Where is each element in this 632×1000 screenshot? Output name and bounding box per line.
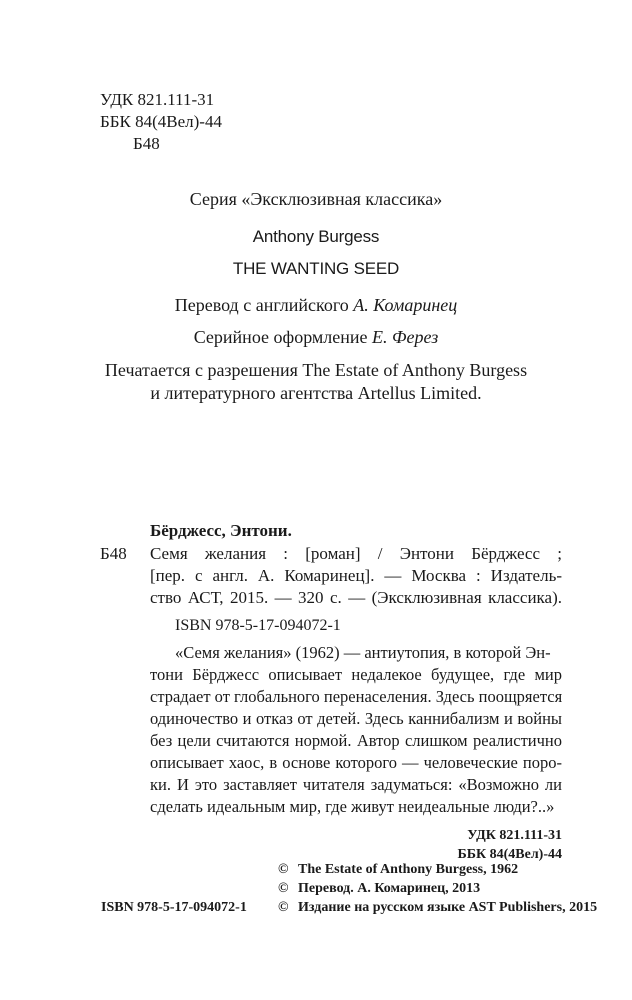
designer-name: Е. Ферез bbox=[372, 327, 439, 347]
annotation-line: без цели считаются нормой. Автор слишком реалистично bbox=[150, 731, 562, 750]
copyright-symbol: © bbox=[278, 900, 289, 915]
translation-line bbox=[0, 296, 632, 314]
udk-code: УДК 821.111-31 bbox=[100, 90, 215, 109]
author-mark: Б48 bbox=[133, 134, 160, 153]
translation-label: Перевод с английского bbox=[174, 295, 349, 315]
copyright-line bbox=[278, 863, 518, 877]
title-original: THE WANTING SEED bbox=[232, 259, 400, 278]
annotation-line: одиночество и отказ от детей. Здесь каннибализм и войны bbox=[150, 709, 562, 728]
annotation-line: описывает хаос, в основе которого — человеческие поро- bbox=[150, 753, 562, 772]
bib-author-heading: Бёрджесс, Энтони. bbox=[150, 521, 292, 540]
design-line bbox=[0, 328, 632, 346]
permission-line-2: и литературного агентства Artellus Limited. bbox=[150, 383, 482, 403]
translator-name: А. Комаринец bbox=[353, 295, 458, 315]
series-line: Серия «Эксклюзивная классика» bbox=[189, 189, 443, 209]
design-label: Серийное оформление bbox=[193, 327, 368, 347]
copyright-symbol: © bbox=[278, 881, 289, 896]
annotation-line: «Семя желания» (1962) — антиутопия, в которой Эн- bbox=[175, 643, 551, 662]
bib-line: Семя желания : [роман] / Энтони Бёрджесс ; bbox=[150, 544, 562, 563]
copyright-symbol: © bbox=[278, 862, 289, 877]
copyright-line bbox=[278, 901, 597, 915]
udk-code-right: УДК 821.111-31 bbox=[467, 828, 562, 843]
annotation-line: сделать идеальным мир, где живут неидеальные люди?..» bbox=[150, 797, 555, 816]
bib-line: ство АСТ, 2015. — 320 с. — (Эксклюзивная классика). bbox=[150, 588, 562, 607]
copyright-text: Издание на русском языке AST Publishers, 2015 bbox=[298, 900, 598, 915]
bbk-code: ББК 84(4Вел)-44 bbox=[100, 112, 222, 131]
permission-line-1: Печатается с разрешения The Estate of Anthony Burgess bbox=[104, 360, 528, 380]
annotation-line: страдает от глобального перенаселения. Здесь поощряется bbox=[150, 687, 563, 706]
footer-isbn: ISBN 978-5-17-094072-1 bbox=[101, 900, 247, 915]
copyright-text: The Estate of Anthony Burgess, 1962 bbox=[298, 862, 519, 877]
bib-mark: Б48 bbox=[100, 544, 127, 563]
bib-isbn: ISBN 978-5-17-094072-1 bbox=[175, 617, 341, 634]
copyright-line bbox=[278, 882, 480, 896]
annotation-line: ки. И это заставляет читателя задуматься: «Возможно ли bbox=[150, 775, 562, 794]
bib-line: [пер. с англ. А. Комаринец]. — Москва : Издатель- bbox=[150, 566, 562, 585]
author-original: Anthony Burgess bbox=[252, 227, 380, 246]
annotation-line: тони Бёрджесс описывает недалекое будущее, где мир bbox=[150, 665, 562, 684]
copyright-text: Перевод. А. Комаринец, 2013 bbox=[298, 881, 481, 896]
bbk-code-right: ББК 84(4Вел)-44 bbox=[457, 847, 562, 862]
